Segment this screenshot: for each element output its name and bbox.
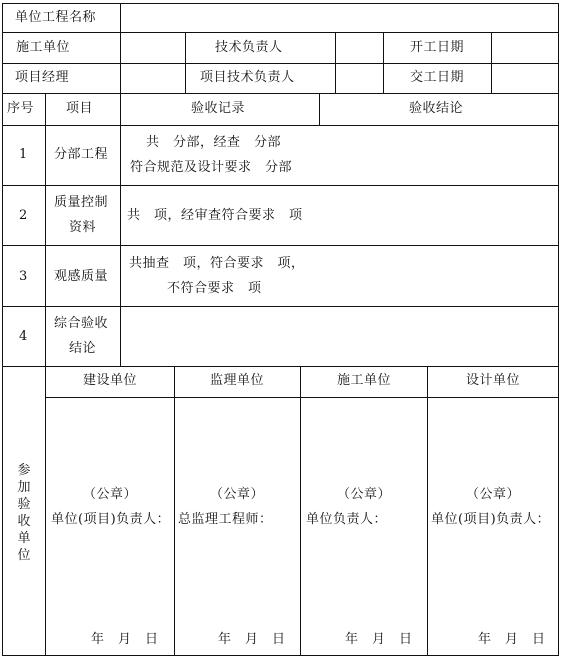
start-date-label: 开工日期 <box>410 40 465 55</box>
row-1-record-line-1: 共 分部，经查 分部 <box>146 135 282 150</box>
row-3-item: 观感质量 <box>54 269 109 284</box>
completion-date-label: 交工日期 <box>410 70 465 85</box>
col-header-conclusion: 验收结论 <box>409 101 464 116</box>
participant-title-supervisor: 监理单位 <box>209 373 265 388</box>
participant-title-designer: 设计单位 <box>465 373 521 388</box>
construction-unit-label: 施工单位 <box>16 40 71 55</box>
project-manager-label: 项目经理 <box>15 70 70 85</box>
participant-signer-contractor: 单位负责人： <box>306 512 388 527</box>
participant-title-contractor: 施工单位 <box>336 373 392 388</box>
row-2-item-line-2: 资料 <box>69 220 97 235</box>
tech-lead-label: 技术负责人 <box>215 40 283 55</box>
participants-side-label: 参加验收单位 <box>17 463 31 563</box>
participant-date-builder: 年 月 日 <box>91 632 159 647</box>
participant-date-contractor: 年 月 日 <box>345 632 413 647</box>
row-4-seq: 4 <box>19 329 28 344</box>
row-3-record-line-2: 不符合要求 项 <box>167 281 262 296</box>
row-1-seq: 1 <box>19 147 28 162</box>
participant-date-supervisor: 年 月 日 <box>218 632 286 647</box>
participant-seal-supervisor: （公章） <box>209 487 265 502</box>
col-header-item: 项目 <box>66 101 94 116</box>
row-2-record-line-1: 共 项，经审查符合要求 项 <box>127 208 303 223</box>
participant-title-builder: 建设单位 <box>82 373 138 388</box>
project-name-label: 单位工程名称 <box>15 10 97 25</box>
project-name-value-field[interactable] <box>122 5 556 31</box>
row-1-item: 分部工程 <box>54 147 109 162</box>
row-2-item-line-1: 质量控制 <box>54 195 109 210</box>
participant-signer-designer: 单位(项目)负责人： <box>431 512 551 527</box>
participant-seal-designer: （公章） <box>465 487 521 502</box>
row-4-item-line-1: 综合验收 <box>54 316 109 331</box>
row-4-item-line-2: 结论 <box>69 341 97 356</box>
project-tech-lead-label: 项目技术负责人 <box>200 70 295 85</box>
row-2-seq: 2 <box>19 208 28 223</box>
row-3-record-line-1: 共抽查 项，符合要求 项， <box>129 256 305 271</box>
col-header-seq: 序号 <box>7 101 35 116</box>
participant-seal-builder: （公章） <box>82 487 138 502</box>
col-header-record: 验收记录 <box>191 101 246 116</box>
participant-signer-builder: 单位(项目)负责人： <box>51 512 171 527</box>
row-1-record-line-2: 符合规范及设计要求 分部 <box>130 160 293 175</box>
participant-seal-contractor: （公章） <box>336 487 392 502</box>
row-3-seq: 3 <box>19 269 28 284</box>
participant-date-designer: 年 月 日 <box>478 632 546 647</box>
participant-signer-supervisor: 总监理工程师： <box>178 512 273 527</box>
